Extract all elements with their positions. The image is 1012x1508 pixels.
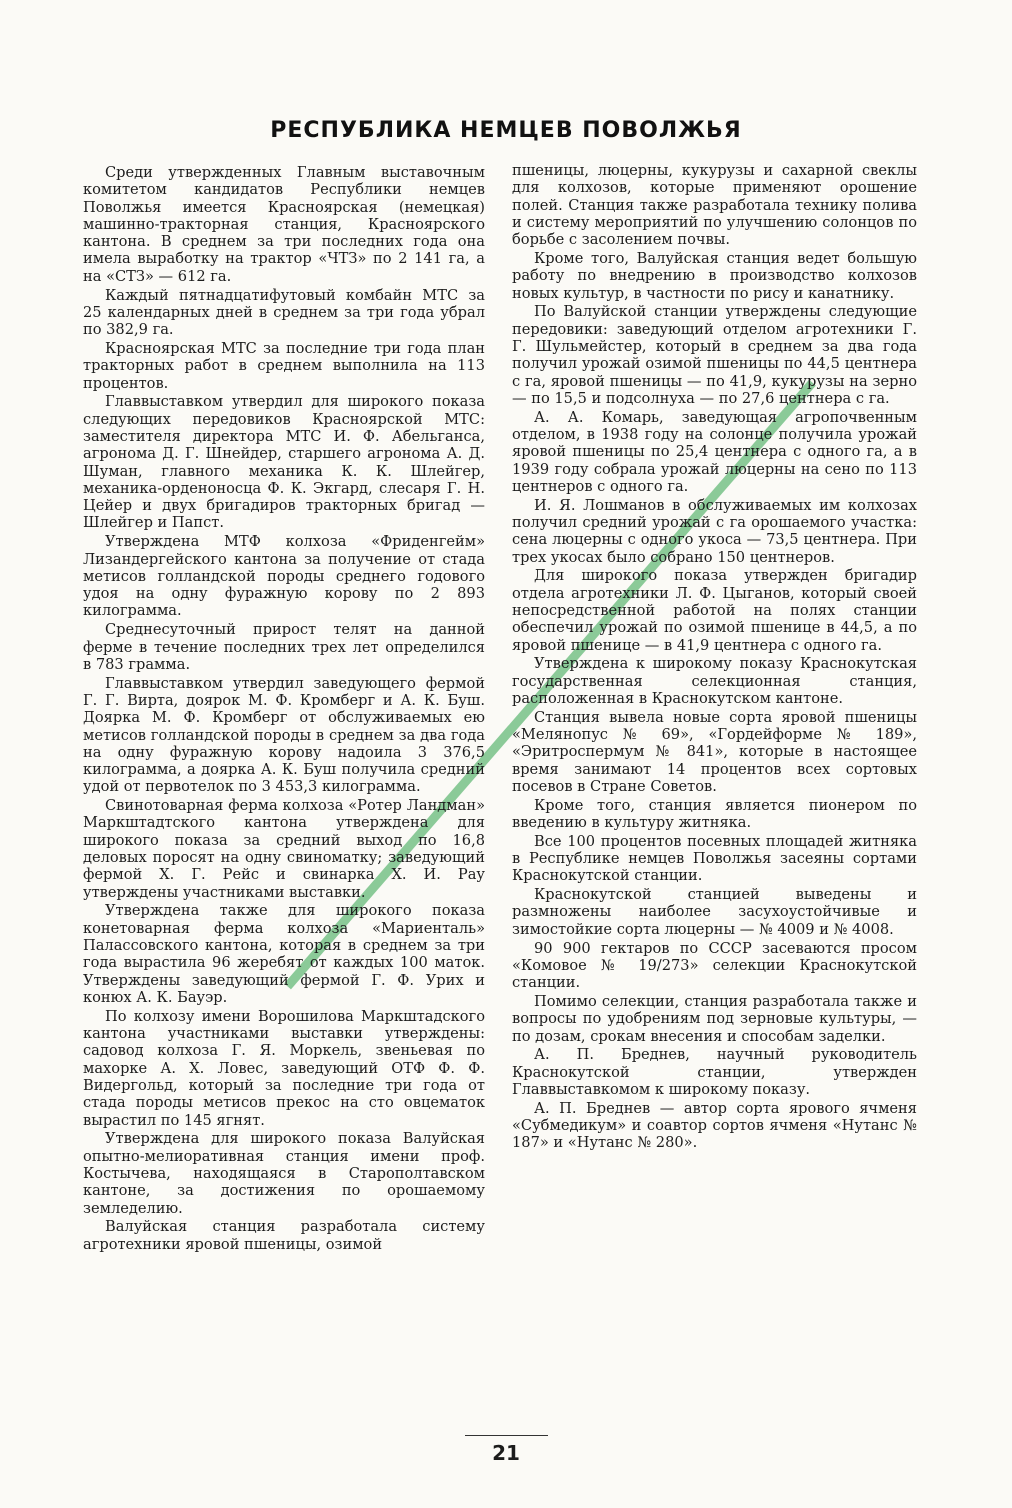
paragraph: Все 100 процентов посевных площадей житняка в Республике немцев Поволжья засеяны сортами Краснокутской станции.: [512, 832, 917, 885]
page-heading: РЕСПУБЛИКА НЕМЦЕВ ПОВОЛЖЬЯ: [270, 118, 742, 143]
paragraph: А. П. Бреднев, научный руководитель Краснокутской станции, утвержден Главвыставкомом к широкому показу.: [512, 1046, 917, 1098]
paragraph: Краснокутской станцией выведены и размножены наиболее засухоустойчивые и зимостойкие сорта люцерны — № 4009 и № 4008.: [512, 886, 917, 938]
paragraph: Помимо селекции, станция разработала также и вопросы по удобрениям под зерновые культуры, — по дозам, срокам внесения и способам заделки.: [512, 992, 917, 1045]
paragraph: И. Я. Лошманов в обслуживаемых им колхозах получил средний урожай с га орошаемого участка: сена люцерны с одного укоса — 73,5 центнера. При трех укосах было собрано 150 центнеров.: [512, 496, 917, 566]
paragraph: Утверждена также для широкого показа конетоварная ферма колхоза «Мариенталь» Палассовского кантона, которая в среднем за три года вырастила 96 жеребят от каждых 100 маток. Утверждены заведующий фермой Г. Ф. Урих и конюх А. К. Бауэр.: [83, 902, 485, 1006]
paragraph: Среднесуточный прирост телят на данной ферме в течение последних трех лет определился в 783 грамма.: [83, 621, 485, 673]
paragraph: Утверждена для широкого показа Валуйская опытно-мелиоративная станция имени проф. Костычева, находящаяся в Старополтавском кантоне, за достижения по орошаемому земледелию.: [83, 1130, 485, 1217]
paragraph: Каждый пятнадцатифутовый комбайн МТС за 25 календарных дней в среднем за три года убрал по 382,9 га.: [83, 286, 485, 339]
paragraph: 90 900 гектаров по СССР засеваются просом «Комовое № 19/273» селекции Краснокутской станции.: [512, 939, 917, 992]
paragraph: Кроме того, Валуйская станция ведет большую работу по внедрению в производство колхозов новых культур, в частности по рису и канатнику.: [512, 249, 917, 302]
paragraph: Свинотоварная ферма колхоза «Ротер Ландман» Маркштадтского кантона утверждена для широкого показа за средний выход по 16,8 деловых поросят на одну свиноматку; заведующий фермой Х. Г. Рейс и свинарка Х. И. Рау утверждены участниками выставки.: [83, 797, 485, 901]
paragraph: По Валуйской станции утверждены следующие передовики: заведующий отделом агротехники Г. Г. Шульмейстер, который в среднем за два года получил урожай озимой пшеницы по 44,5 центнера с га, яровой пшеницы — по 41,9, кукурузы на зерно — по 15,5 и подсолнуха — по 27,6 центнера с га.: [512, 303, 917, 407]
paragraph: По колхозу имени Ворошилова Маркштадского кантона участниками выставки утверждены: садовод колхоза Г. Я. Моркель, звеньевая по махорке А. Х. Ловес, заведующий ОТФ Ф. Ф. Видергольд, который за последние три года от стада породы метисов прекос на сто овцематок вырастил по 145 ягнят.: [83, 1007, 485, 1129]
paragraph-continued: пшеницы, люцерны, кукурузы и сахарной свеклы для колхозов, которые применяют орошение полей. Станция также разработала технику полива и систему мероприятий по улучшению солонцов по борьбе с засолением почвы.: [512, 162, 917, 249]
paragraph: А. П. Бреднев — автор сорта ярового ячменя «Субмедикум» и соавтор сортов ячменя «Нутанс № 187» и «Нутанс № 280».: [512, 1099, 917, 1152]
left-column: [83, 164, 485, 1254]
paragraph: Главвыставком утвердил для широкого показа следующих передовиков Красноярской МТС: заместителя директора МТС И. Ф. Абельганса, агронома Д. Г. Шнейдер, старшего агронома А. Д. Шуман, главного механика К. К. Шлейгер, механика-орденоносца Ф. К. Экгард, слесаря Г. Н. Цейер и двух бригадиров тракторных бригад — Шлейгер и Папст.: [83, 393, 485, 532]
paragraph: Утверждена к широкому показу Краснокутская государственная селекционная станция, расположенная в Краснокутском кантоне.: [512, 655, 917, 707]
paragraph: Утверждена МТФ колхоза «Фриденгейм» Лизандергейского кантона за получение от стада метисов голландской породы среднего годового удоя на одну фуражную корову по 2 893 килограмма.: [83, 533, 485, 620]
paragraph: Для широкого показа утвержден бригадир отдела агротехники Л. Ф. Цыганов, который своей непосредственной работой на полях станции обеспечил урожай по озимой пшенице в 44,5, а по яровой пшенице — в 41,9 центнера с одного га.: [512, 567, 917, 654]
paragraph: Валуйская станция разработала систему агротехники яровой пшеницы, озимой: [83, 1218, 485, 1253]
right-column: [512, 162, 917, 1153]
footer-rule: [465, 1435, 548, 1436]
paragraph: Среди утвержденных Главным выставочным комитетом кандидатов Республики немцев Поволжья имеется Красноярская (немецкая) машинно-тракторная станция, Красноярского кантона. В среднем за три последних года она имела выработку на трактор «ЧТЗ» по 2 141 га, а на «СТЗ» — 612 га.: [83, 164, 485, 285]
paragraph: Красноярская МТС за последние три года план тракторных работ в среднем выполнила на 113 процентов.: [83, 339, 485, 392]
paragraph: Станция вывела новые сорта яровой пшеницы «Мелянопус № 69», «Гордейформе № 189», «Эритроспермум № 841», которые в настоящее время занимают 14 процентов всех сортовых посевов в Стране Советов.: [512, 708, 917, 795]
page-number: 21: [492, 1441, 520, 1465]
paragraph: Главвыставком утвердил заведующего фермой Г. Г. Вирта, доярок М. Ф. Кромберг и А. К. Буш. Доярка М. Ф. Кромберг от обслуживаемых ею метисов голландской породы в среднем за два года на одну фуражную корову надоила 3 376,5 килограмма, а доярка А. К. Буш получила средний удой от первотелок по 3 453,3 килограмма.: [83, 674, 485, 796]
paragraph: А. А. Комарь, заведующая агропочвенным отделом, в 1938 году на солонце получила урожай яровой пшеницы по 25,4 центнера с одного га, а в 1939 году собрала урожай люцерны на сено по 113 центнеров с одного га.: [512, 408, 917, 495]
paragraph: Кроме того, станция является пионером по введению в культуру житняка.: [512, 796, 917, 831]
